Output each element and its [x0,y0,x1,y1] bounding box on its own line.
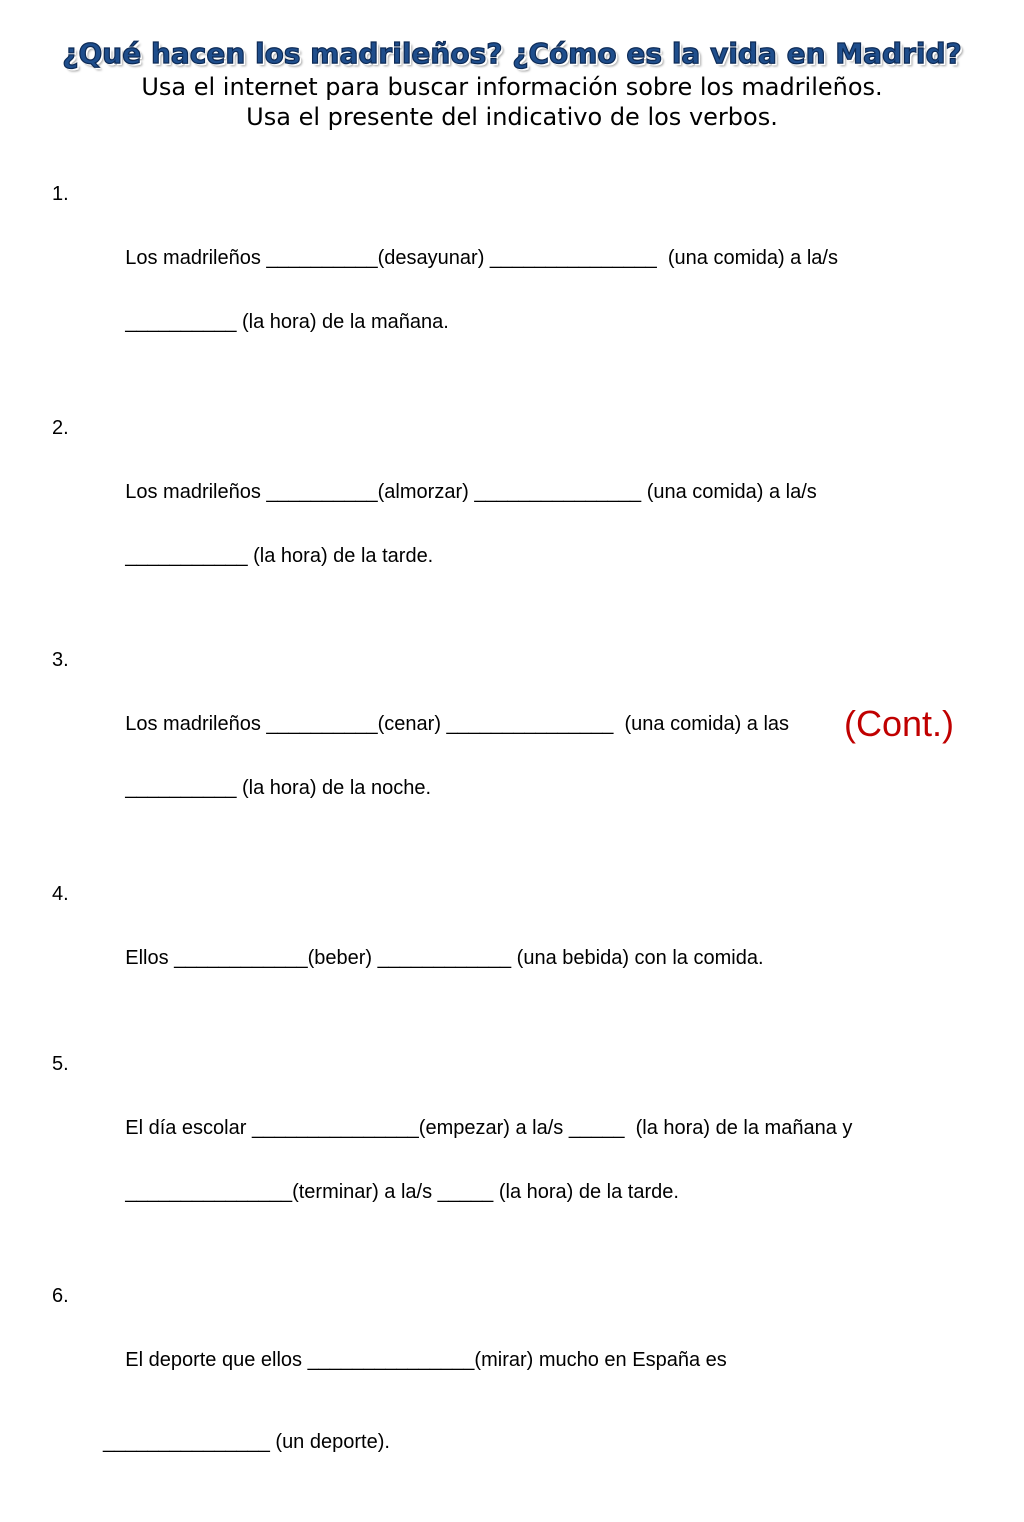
question-line: _______________(terminar) a la/s _____ (la hora) de la tarde. [125,1181,679,1203]
question-number: 3. [52,649,69,671]
question-line: Los madrileños __________(almorzar) _______________ (una comida) a la/s [125,481,817,503]
question-number: 4. [52,883,69,905]
question-line: _______________ (un deporte). [103,1431,390,1453]
title-block [0,36,1024,132]
question-item-3 [52,644,972,836]
instructions-line-2: Usa el presente del indicativo de los verbos. [246,103,778,131]
question-line: Ellos ____________(beber) ____________ (una bebida) con la comida. [125,947,764,969]
question-line: __________ (la hora) de la noche. [125,777,432,799]
question-item-2 [52,412,972,604]
question-item-1 [52,178,972,370]
question-number: 2. [52,417,69,439]
question-number: 1. [52,183,69,205]
question-line: __________ (la hora) de la mañana. [125,311,449,333]
question-item-6 [52,1280,972,1522]
question-number: 6. [52,1285,69,1307]
question-number: 5. [52,1053,69,1075]
question-line: Los madrileños __________(cenar) _______________ (una comida) a las [125,713,790,735]
question-line: Los madrileños __________(desayunar) _______________ (una comida) a la/s [125,247,838,269]
question-list [52,178,972,1522]
instructions-line-1: Usa el internet para buscar información sobre los madrileños. [141,73,883,101]
continued-label: (Cont.) [844,703,955,744]
question-item-4 [52,878,972,1006]
page-title: ¿Qué hacen los madrileños? ¿Cómo es la vida en Madrid? [62,37,962,70]
question-line: El día escolar _______________(empezar) a la/s _____ (la hora) de la mañana y [125,1117,853,1139]
question-line: ___________ (la hora) de la tarde. [125,545,434,567]
question-item-5 [52,1048,972,1240]
question-line: El deporte que ellos _______________(mirar) mucho en España es [125,1349,727,1371]
